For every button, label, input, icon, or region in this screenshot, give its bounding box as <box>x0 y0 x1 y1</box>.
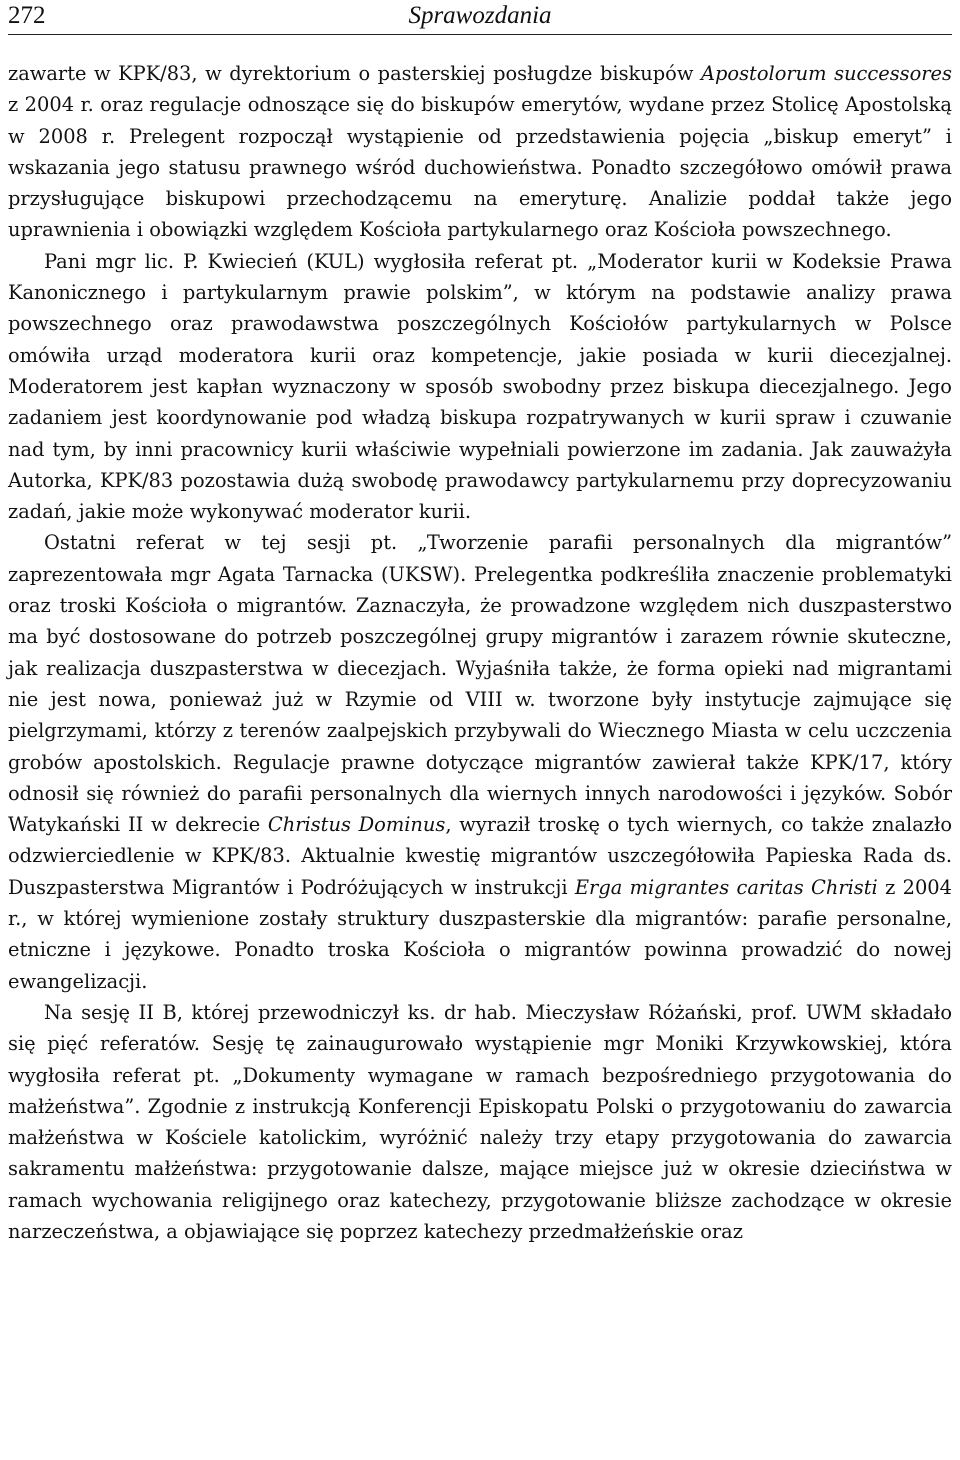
italic-title: Christus Dominus <box>267 813 446 837</box>
text-segment: Ostatni referat w tej sesji pt. „Tworzenie parafii personalnych dla migrantów” zaprezentowała mgr Agata Tarnacka (UKSW). Prelegentka podkreśliła znaczenie problematyki oraz troski Kościoła o migrantów. Zaznaczyła, że prowadzone względem nich duszpasterstwo ma być dostosowane do potrzeb poszczególnej grupy migrantów i zarazem równie skuteczne, jak realizacja duszpasterstwa w diecezjach. Wyjaśniła także, że forma opieki nad migrantami nie jest nowa, ponieważ już w Rzymie od VIII w. tworzone były instytucje zajmujące się pielgrzymami, którzy z terenów zaalpejskich przybywali do Wiecznego Miasta w celu uczczenia grobów apostolskich. Regulacje prawne dotyczące migrantów zawierał także KPK/17, który odnosił się również do parafii personalnych dla wiernych innych narodowości i języków. Sobór Watykański II w dekrecie <box>8 531 952 837</box>
italic-title: Apostolorum successores <box>701 62 952 85</box>
paragraph <box>8 246 952 528</box>
text-segment: , wyraził troskę o tych wiernych, co także znalazło odzwierciedlenie w KPK/83. Aktualnie kwestię migrantów uszczegółowiła Papieska Rada ds. Duszpasterstwa Migrantów i Podróżujących w instrukcji <box>8 813 952 899</box>
paragraph <box>8 997 952 1247</box>
paragraph <box>8 58 952 246</box>
page-number: 272 <box>8 2 46 29</box>
text-segment: Pani mgr lic. P. Kwiecień (KUL) wygłosiła referat pt. „Moderator kurii w Kodeksie Prawa Kanonicznego i partykularnym prawie polskim”, w którym na podstawie analizy prawa powszechnego oraz prawodawstwa poszczególnych Kościołów partykularnych w Polsce omówiła urząd moderatora kurii oraz kompetencje, jakie posiada w kurii diecezjalnej. Moderatorem jest kapłan wyznaczony w sposób swobodny przez biskupa diecezjalnego. Jego zadaniem jest koordynowanie pod władzą biskupa rozpatrywanych w kurii spraw i czuwanie nad tym, by inni pracownicy kurii właściwie wypełniali powierzone im zadania. Jak zauważyła Autorka, KPK/83 pozostawia dużą swobodę prawodawcy partykularnemu przy doprecyzowaniu zadań, jakie może wykonywać moderator kurii. <box>8 249 952 524</box>
text-segment: z 2004 r. oraz regulacje odnoszące się do biskupów emerytów, wydane przez Stolicę Apostolską w 2008 r. Prelegent rozpoczął wystąpienie od przedstawienia pojęcia „biskup emeryt” i wskazania jego statusu prawnego wśród duchowieństwa. Ponadto szczegółowo omówił prawa przysługujące biskupowi przechodzącemu na emeryturę. Analizie poddał także jego uprawnienia i obowiązki względem Kościoła partykularnego oraz Kościoła powszechnego. <box>8 93 952 242</box>
text-segment: z 2004 r., w której wymienione zostały struktury duszpasterskie dla migrantów: parafie personalne, etniczne i językowe. Ponadto troska Kościoła o migrantów powinna prowadzić do nowej ewangelizacji. <box>8 875 952 993</box>
running-head: Sprawozdania <box>408 2 552 29</box>
text-segment: zawarte w KPK/83, w dyrektorium o pasterskiej posługdze biskupów <box>8 62 701 85</box>
page-header <box>8 0 952 35</box>
body-text <box>8 58 952 1247</box>
italic-title: Erga migrantes caritas Christi <box>574 875 878 899</box>
paragraph <box>8 527 952 996</box>
text-segment: Na sesję II B, której przewodniczył ks. dr hab. Mieczysław Różański, prof. UWM składało się pięć referatów. Sesję tę zainaugurowało wystąpienie mgr Moniki Krzywkowskiej, która wygłosiła referat pt. „Dokumenty wymagane w ramach bezpośredniego przygotowania do małżeństwa”. Zgodnie z instrukcją Konferencji Episkopatu Polski o przygotowaniu do zawarcia małżeństwa w Kościele katolickim, wyróżnić należy trzy etapy przygotowania do zawarcia sakramentu małżeństwa: przygotowanie dalsze, mające miejsce już w okresie dzieciństwa w ramach wychowania religijnego oraz katechezy, przygotowanie bliższe zachodzące w okresie narzeczeństwa, a objawiające się poprzez katechezy przedmałżeńskie oraz <box>8 1000 952 1243</box>
